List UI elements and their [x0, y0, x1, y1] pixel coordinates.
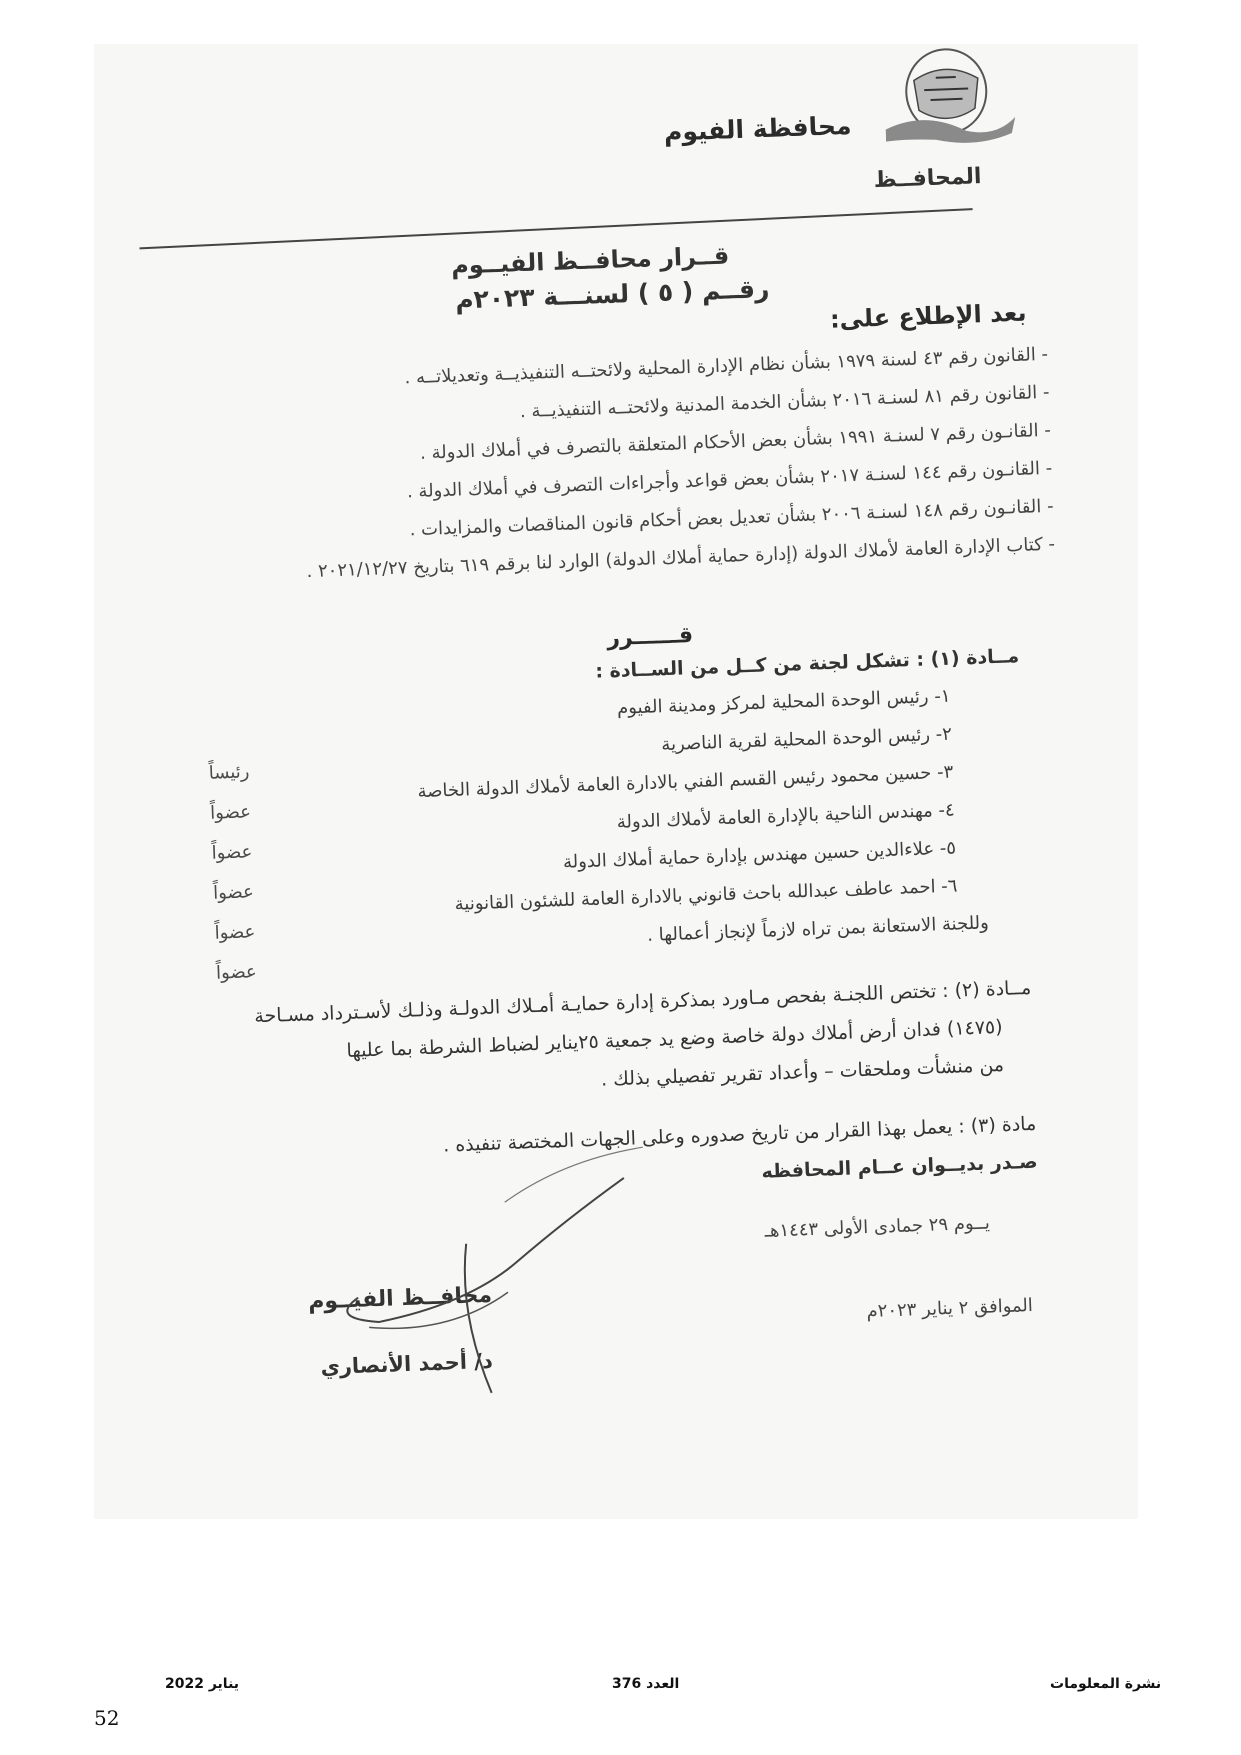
handwritten-signature	[263, 1136, 692, 1411]
scanned-document	[94, 44, 1138, 1519]
header-divider	[139, 208, 972, 249]
page-number: 52	[94, 1706, 120, 1730]
article2-line: (١٤٧٥) فدان أرض أملاك دولة خاصة وضع يد جمعية ٢٥يناير لضباط الشرطة بما عليها	[346, 1015, 1003, 1062]
member-item: ١- رئيس الوحدة المحلية لمركز ومدينة الفيوم	[616, 685, 951, 719]
article2-line: من منشأت وملحقات – وأعداد تقرير تفصيلي بذلك .	[600, 1053, 1005, 1091]
issued-line: صـدر بديــوان عــام المحافظه	[761, 1150, 1038, 1183]
law-item: - القانـون رقم ٧ لسنـة ١٩٩١ بشأن بعض الأحكام المتعلقة بالتصرف في أملاك الدولة .	[419, 419, 1052, 464]
committee-note: وللجنة الاستعانة بمن تراه لازماً لإنجاز أعمالها .	[646, 912, 990, 946]
office-name: محافظة الفيوم	[663, 110, 852, 147]
member-role: عضواً	[212, 881, 255, 904]
signature-name: د/ أحمد الأنصاري	[320, 1348, 494, 1380]
document-body	[94, 44, 1138, 1519]
member-item: ٢- رئيس الوحدة المحلية لقرية الناصرية	[660, 723, 953, 756]
member-item: ٣- حسين محمود رئيس القسم الفني بالادارة العامة لأملاك الدولة الخاصة	[417, 761, 954, 803]
article1-heading: مــادة (١) : تشكل لجنة من كــل من الســادة :	[594, 645, 1020, 683]
bulletin-name: نشرة المعلومات	[1050, 1676, 1162, 1692]
member-item: ٦- احمد عاطف عبدالله باحث قانوني بالادارة العامة للشئون القانونية	[454, 875, 958, 915]
issue-month: يناير 2022	[165, 1676, 240, 1692]
governorate-emblem	[882, 44, 1016, 152]
article2-line: مــادة (٢) : تختص اللجنـة بفحص مـاورد بمذكرة إدارة حمايـة أمـلاك الدولـة وذلـك لأسـترداد مسـاحة	[253, 976, 1032, 1028]
law-item: - القانون رقم ٤٣ لسنة ١٩٧٩ بشأن نظام الإدارة المحلية ولائحتــه التنفيذيــة وتعديلاتــه .	[404, 343, 1049, 389]
member-role: عضواً	[209, 801, 252, 824]
intro-heading: بعد الإطلاع على:	[829, 298, 1027, 334]
law-item: - القانون رقم ٨١ لسنـة ٢٠١٦ بشأن الخدمة المدنية ولائحتــه التنفيذيــة .	[519, 381, 1050, 423]
article3: مادة (٣) : يعمل بهذا القرار من تاريخ صدوره وعلى الجهات المختصة تنفيذه .	[442, 1112, 1037, 1157]
member-role: عضواً	[211, 841, 253, 864]
law-item: - القانـون رقم ١٤٨ لسنـة ٢٠٠٦ بشأن تعديل بعض أحكام قانون المناقصات والمزايدات .	[409, 495, 1054, 541]
signature-title: محافــظ الفيــوم	[307, 1282, 493, 1315]
decision-number: رقــم ( ٥ ) لسنـــة ٢٠٢٣م	[454, 273, 770, 315]
decision-title: قــرار محافــظ الفيــوم	[450, 241, 730, 280]
member-role: عضواً	[215, 961, 258, 984]
member-item: ٥- علاءالدين حسين مهندس بإدارة حماية أملاك الدولة	[562, 837, 957, 873]
governor-label: المحافــظ	[873, 164, 982, 194]
law-item: - كتاب الإدارة العامة لأملاك الدولة (إدارة حماية أملاك الدولة) الوارد لنا برقم ٦١٩ بتاريخ ٢٠٢١/١٢/٢٧ .	[306, 533, 1056, 583]
member-role: رئيساً	[208, 761, 250, 784]
issue-number: العدد 376	[612, 1676, 680, 1692]
decided-heading: قــــــرر	[606, 623, 694, 652]
date-hijri: يــوم ٢٩ جمادى الأولى ١٤٤٣هـ	[764, 1212, 991, 1242]
law-item: - القانـون رقم ١٤٤ لسنـة ٢٠١٧ بشأن بعض قواعد وأجراءات التصرف في أملاك الدولة .	[406, 457, 1053, 503]
member-role: عضواً	[214, 921, 256, 944]
date-gregorian: الموافق ٢ يناير ٢٠٢٣م	[866, 1295, 1034, 1323]
member-item: ٤- مهندس الناحية بالإدارة العامة لأملاك الدولة	[616, 799, 955, 833]
